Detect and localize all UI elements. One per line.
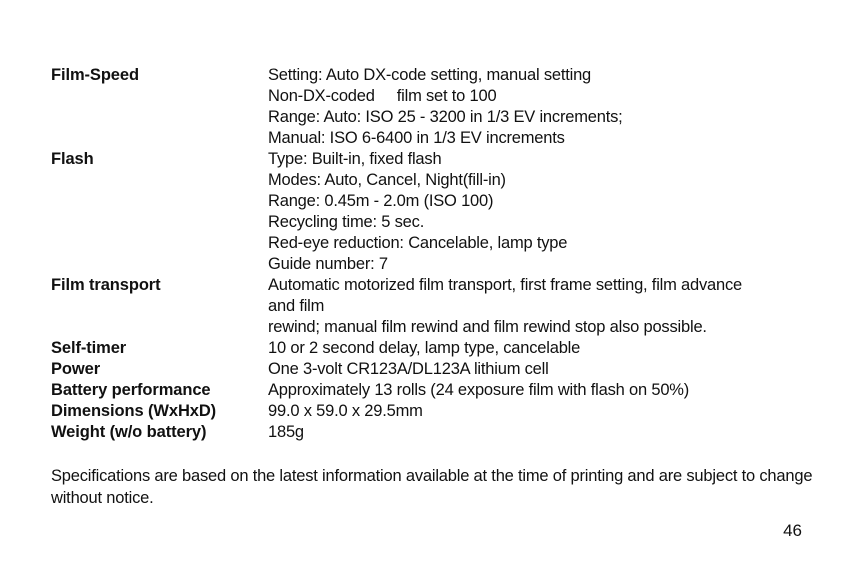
spec-label: Self-timer [51,339,127,357]
spec-value-line: Automatic motorized film transport, first frame setting, film advance [268,276,743,294]
spec-values [268,65,811,149]
spec-row-flash [51,149,811,275]
spec-row-dimensions [51,401,811,422]
spec-label: Flash [51,150,94,168]
spec-label: Weight (w/o battery) [51,423,207,441]
spec-values [268,401,811,422]
spec-value-line: and film [268,297,325,315]
spec-row-weight [51,422,811,443]
spec-value-line: 99.0 x 59.0 x 29.5mm [268,402,423,420]
spec-values [268,422,811,443]
spec-value-line: One 3-volt CR123A/DL123A lithium cell [268,360,549,378]
spec-value-line: Type: Built-in, fixed flash [268,150,442,168]
specifications-table [51,65,811,443]
spec-row-battery-performance [51,380,811,401]
spec-value-line: Approximately 13 rolls (24 exposure film with flash on 50%) [268,381,690,399]
spec-row-film-transport [51,275,811,338]
spec-value-line: Guide number: 7 [268,255,388,273]
spec-row-self-timer [51,338,811,359]
spec-value-line: Setting: Auto DX-code setting, manual setting [268,66,592,84]
spec-value-line: Manual: ISO 6-6400 in 1/3 EV increments [268,129,565,147]
spec-value-line: rewind; manual film rewind and film rewind stop also possible. [268,318,707,336]
spec-value-fragment: film set to 100 [396,87,497,105]
spec-row-film-speed [51,65,811,149]
spec-label: Power [51,360,101,378]
spec-label: Dimensions (WxHxD) [51,402,217,420]
spec-label: Film-Speed [51,66,139,84]
spec-value-line [268,86,811,107]
spec-row-power [51,359,811,380]
page-number: 46 [783,521,802,540]
spec-values [268,149,811,275]
spec-value-line: Recycling time: 5 sec. [268,213,425,231]
spec-values [268,359,811,380]
spec-value-line: Modes: Auto, Cancel, Night(fill-in) [268,171,506,189]
spec-values [268,380,811,401]
specifications-disclaimer: Specifications are based on the latest information available at the time of printing and are subject to change without notice. [51,467,813,507]
spec-values [268,275,811,338]
spec-value-fragment: Non-DX-coded [268,87,375,105]
spec-value-line: Red-eye reduction: Cancelable, lamp type [268,234,568,252]
spec-label: Film transport [51,276,161,294]
spec-value-line: Range: Auto: ISO 25 - 3200 in 1/3 EV increments; [268,108,623,126]
spec-value-line: 10 or 2 second delay, lamp type, cancelable [268,339,581,357]
spec-value-line: 185g [268,423,304,441]
spec-value-line: Range: 0.45m - 2.0m (ISO 100) [268,192,494,210]
spec-label: Battery performance [51,381,211,399]
spec-values [268,338,811,359]
